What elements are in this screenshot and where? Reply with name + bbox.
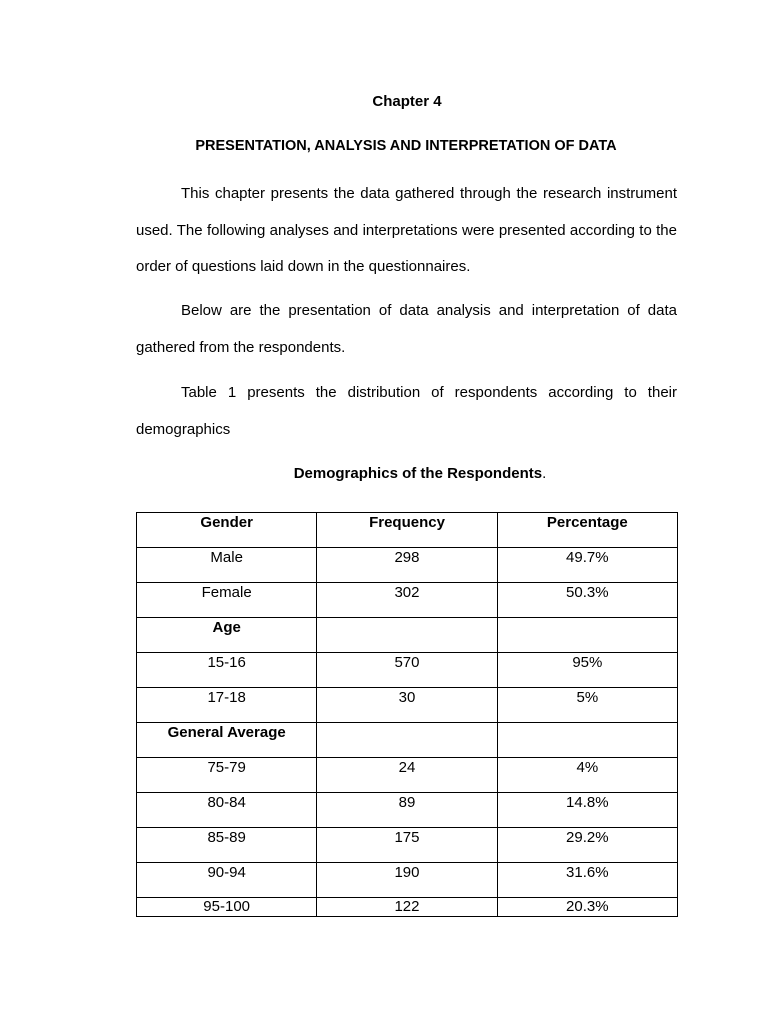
row-percentage: 14.8%	[497, 793, 677, 828]
row-percentage	[497, 618, 677, 653]
header-frequency: Frequency	[317, 513, 497, 548]
table-row	[137, 758, 678, 793]
table-section-row	[137, 618, 678, 653]
row-percentage: 5%	[497, 688, 677, 723]
row-frequency: 24	[317, 758, 497, 793]
table-row	[137, 653, 678, 688]
row-label: 90-94	[137, 863, 317, 898]
row-frequency: 298	[317, 548, 497, 583]
chapter-heading: PRESENTATION, ANALYSIS AND INTERPRETATION OF DATA	[195, 138, 617, 154]
row-label: 17-18	[137, 688, 317, 723]
row-frequency: 175	[317, 828, 497, 863]
header-percentage: Percentage	[497, 513, 677, 548]
header-gender: Gender	[137, 513, 317, 548]
section-label: General Average	[137, 723, 317, 758]
row-percentage: 31.6%	[497, 863, 677, 898]
row-percentage: 95%	[497, 653, 677, 688]
row-frequency: 302	[317, 583, 497, 618]
row-frequency	[317, 618, 497, 653]
table-section-row	[137, 723, 678, 758]
table-row	[137, 828, 678, 863]
table-header-row	[137, 513, 678, 548]
row-percentage: 50.3%	[497, 583, 677, 618]
table-row	[137, 688, 678, 723]
row-percentage: 29.2%	[497, 828, 677, 863]
row-label: 75-79	[137, 758, 317, 793]
row-percentage	[497, 723, 677, 758]
row-frequency	[317, 723, 497, 758]
row-label: 85-89	[137, 828, 317, 863]
row-frequency: 122	[317, 898, 497, 917]
table-row	[137, 898, 678, 917]
chapter-number: Chapter 4	[372, 93, 442, 110]
table-row	[137, 793, 678, 828]
table-title	[0, 465, 768, 482]
table-title-suffix: .	[542, 465, 547, 482]
table-row	[137, 863, 678, 898]
row-frequency: 570	[317, 653, 497, 688]
table-title-text: Demographics of the Respondents	[293, 465, 543, 482]
row-frequency: 190	[317, 863, 497, 898]
row-label: 95-100	[137, 898, 317, 917]
row-frequency: 89	[317, 793, 497, 828]
section-label: Age	[137, 618, 317, 653]
paragraph-intro: This chapter presents the data gathered through the research instrument used. The following analyses and interpretations were presented according to the order of questions laid down in the questionnaires.	[136, 185, 677, 275]
row-label: 15-16	[137, 653, 317, 688]
row-percentage: 49.7%	[497, 548, 677, 583]
row-label: Male	[137, 548, 317, 583]
row-label: Female	[137, 583, 317, 618]
table-row	[137, 548, 678, 583]
demographics-table	[136, 512, 678, 917]
paragraph-below: Below are the presentation of data analysis and interpretation of data gathered from the respondents.	[136, 302, 677, 356]
row-percentage: 4%	[497, 758, 677, 793]
table-row	[137, 583, 678, 618]
row-frequency: 30	[317, 688, 497, 723]
row-label: 80-84	[137, 793, 317, 828]
row-percentage: 20.3%	[497, 898, 677, 917]
paragraph-table-intro: Table 1 presents the distribution of respondents according to their demographics	[136, 384, 677, 438]
